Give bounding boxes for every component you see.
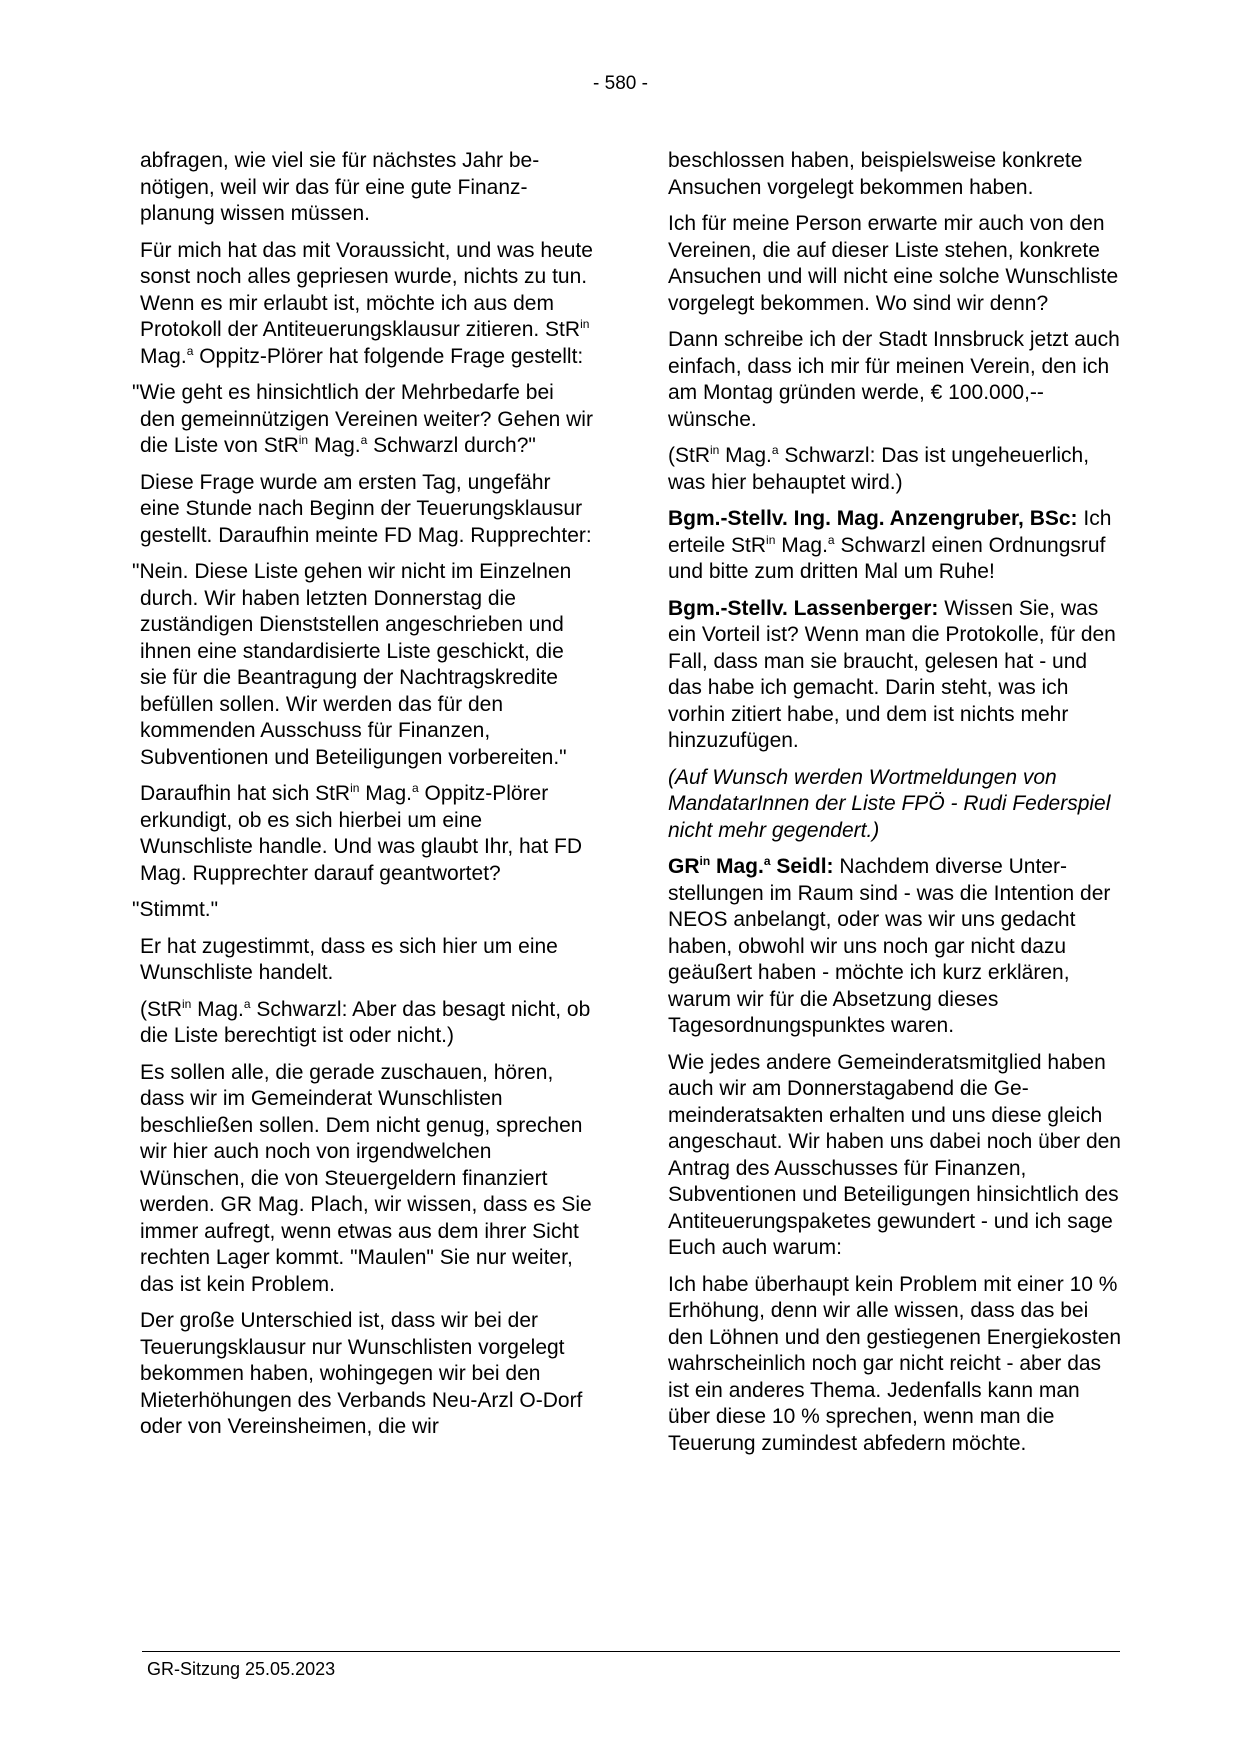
speaker-name: Bgm.-Stellv. Lassenberger: bbox=[668, 596, 939, 620]
speaker-paragraph: Bgm.-Stellv. Lassenberger: Wissen Sie, was ein Vorteil ist? Wenn man die Protokolle, für den Fall, dass man sie braucht, gelesen hat - und das habe ich gemacht. Darin steht, was ich vorhin zitiert habe, und dem ist nichts mehr hinzuzufügen. bbox=[668, 596, 1116, 752]
left-column bbox=[132, 148, 594, 1451]
speaker-paragraph: Bgm.-Stellv. Ing. Mag. Anzengruber, BSc: Ich erteile StR$^{in}$ Mag.$^a$ Schwarzl einen Ordnungsruf und bitte zum dritten Mal um Ruhe! bbox=[668, 507, 1112, 583]
quote-paragraph: "Wie geht es hinsichtlich der Mehrbedarfe bei den gemeinnützigen Vereinen weiter? Gehen wir die Liste von StR$^{in}$ Mag.$^a$ Schwarzl durch?" bbox=[132, 381, 593, 457]
speaker-name: $GR^{in}$ Mag.$^a$ Seidl: bbox=[668, 854, 834, 878]
paragraph: Daraufhin hat sich StR$^{in}$ Mag.$^a$ Oppitz-Plörer erkundigt, ob es sich hierbei um eine Wunschliste handle. Und was glaubt Ihr, hat FD Mag. Rupprechter darauf geantwortet? bbox=[140, 781, 583, 885]
paragraph: Wie jedes andere Gemeinderatsmitglied haben auch wir am Donnerstagabend die Gemeinderatsakten erhalten und uns diese gleich angeschaut. Wir haben uns dabei noch über den Antrag des Ausschusses für Finanzen, Subventionen und Beteiligungen hinsichtlich des Antiteuerungspaketes gewundert - und ich sage Euch auch warum: bbox=[668, 1050, 1121, 1259]
paragraph: beschlossen haben, beispielsweise konkrete Ansuchen vorgelegt bekommen haben. bbox=[668, 149, 1083, 199]
paragraph: Ich habe überhaupt kein Problem mit einer 10 % Erhöhung, denn wir alle wissen, dass das bei den Löhnen und den gestiegenen Energiekosten wahrscheinlich noch gar nicht reicht - aber das ist ein anderes Thema. Jedenfalls kann man über diese 10 % sprechen, wenn man die Teuerung zumindest abfedern möchte. bbox=[668, 1272, 1122, 1455]
paragraph: Für mich hat das mit Voraussicht, und was heute sonst noch alles gepriesen wurde, nichts zu tun. Wenn es mir erlaubt ist, möchte ich aus dem Protokoll der Antiteuerungsklausur zitieren. StR$^{in}$ Mag.$^a$ Oppitz-Plörer hat folgende Frage gestellt: bbox=[140, 238, 593, 368]
page-number: - 580 - bbox=[593, 73, 648, 94]
footer-divider bbox=[142, 1651, 1120, 1652]
quote-paragraph: "Nein. Diese Liste gehen wir nicht im Einzelnen durch. Wir haben letzten Donnerstag die zuständigen Dienststellen angeschrieben und ihnen eine standardisierte Liste geschickt, die sie für die Beantragung der Nachtragskredite befüllen sollen. Wir werden das für den kommenden Ausschuss für Finanzen, Subventionen und Beteiligungen vorbereiten." bbox=[132, 560, 572, 769]
paragraph: Es sollen alle, die gerade zuschauen, hören, dass wir im Gemeinderat Wunschlisten beschließen sollen. Dem nicht genug, sprechen wir hier auch noch von irgendwelchen Wünschen, die von Steuergeldern finanziert werden. GR Mag. Plach, wir wissen, dass es Sie immer aufregt, wenn etwas aus dem ihrer Sicht rechten Lager kommt. "Maulen" Sie nur weiter, das ist kein Problem. bbox=[140, 1060, 592, 1296]
paragraph: Er hat zugestimmt, dass es sich hier um eine Wunschliste handelt. bbox=[140, 934, 558, 984]
speaker-paragraph: $GR^{in}$ Mag.$^a$ Seidl: Nachdem diverse Unterstellungen im Raum sind - was die Intention der NEOS anbelangt, oder was wir uns gedacht haben, obwohl wir uns noch gar nicht dazu geäußert haben - möchte ich kurz erklären, warum wir für die Absetzung dieses Tagesordnungspunktes waren. bbox=[668, 854, 1111, 1037]
footer-session-date: GR-Sitzung 25.05.2023 bbox=[147, 1659, 336, 1679]
interjection-paragraph: (StR$^{in}$ Mag.$^a$ Schwarzl: Aber das besagt nicht, ob die Liste berechtigt ist oder nicht.) bbox=[140, 996, 591, 1047]
paragraph: Dann schreibe ich der Stadt Innsbruck jetzt auch einfach, dass ich mir für meinen Verein, den ich am Montag gründen werde, € 100.000,-- wünsche. bbox=[668, 328, 1120, 431]
paragraph: Ich für meine Person erwarte mir auch von den Vereinen, die auf dieser Liste stehen, konkrete Ansuchen und will nicht eine solche Wunschliste vorgelegt bekommen. Wo sind wir denn? bbox=[668, 212, 1119, 315]
interjection-paragraph: (StR$^{in}$ Mag.$^a$ Schwarzl: Das ist ungeheuerlich, was hier behauptet wird.) bbox=[668, 443, 1090, 494]
paragraph: Der große Unterschied ist, dass wir bei der Teuerungsklausur nur Wunschlisten vorgelegt bekommen haben, wohingegen wir bei den Mieterhöhungen des Verbands Neu-Arzl O-Dorf oder von Vereinsheimen, die wir bbox=[140, 1309, 583, 1438]
speaker-name: Bgm.-Stellv. Ing. Mag. Anzengruber, BSc: bbox=[668, 507, 1078, 530]
editorial-note: (Auf Wunsch werden Wortmeldungen von MandatarInnen der Liste FPÖ - Rudi Federspiel nicht mehr gegendert.) bbox=[668, 765, 1111, 842]
paragraph: abfragen, wie viel sie für nächstes Jahr benötigen, weil wir das für eine gute Finanzplanung wissen müssen. bbox=[140, 149, 540, 225]
right-column bbox=[668, 148, 1122, 1467]
paragraph: Diese Frage wurde am ersten Tag, ungefähr eine Stunde nach Beginn der Teuerungsklausur gestellt. Daraufhin meinte FD Mag. Rupprechter: bbox=[140, 470, 592, 547]
quote-paragraph: "Stimmt." bbox=[132, 898, 219, 921]
